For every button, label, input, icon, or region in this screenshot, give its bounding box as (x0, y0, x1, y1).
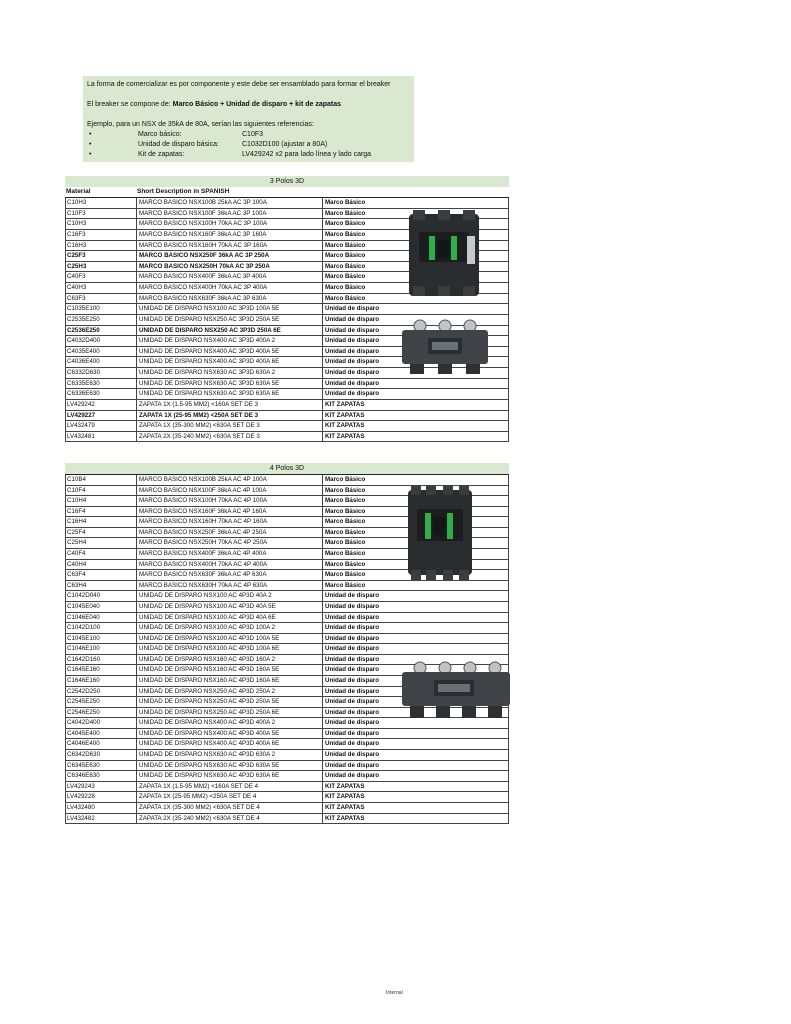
material-cell: C2546E250 (67, 708, 100, 716)
material-cell: C6346E630 (67, 772, 100, 780)
intro-bullet (87, 140, 410, 150)
type-cell: Unidad de disparo (322, 761, 511, 771)
material-cell: C10H3 (67, 220, 87, 228)
type-cell: Unidad de disparo (322, 644, 511, 654)
description-cell: UNIDAD DE DISPARO NSX100 AC 4P3D 40A 5E (136, 602, 323, 612)
type-cell: KIT ZAPATAS (322, 814, 511, 824)
material-cell: C1642D160 (67, 655, 101, 663)
description-cell: UNIDAD DE DISPARO NSX400 AC 3P3D 400A 2 (136, 336, 323, 346)
material-cell: C10H3 (67, 199, 87, 206)
table-row (65, 750, 509, 761)
table-row (65, 421, 509, 432)
description-cell: UNIDAD DE DISPARO NSX160 AC 4P3D 160A 5E (136, 665, 323, 675)
bullet-label: Kit de zapatas: (138, 151, 185, 158)
description-cell: UNIDAD DE DISPARO NSX630 AC 4P3D 630A 2 (136, 750, 323, 760)
material-cell: C1042D100 (67, 624, 101, 632)
type-cell: Marco Básico (322, 486, 511, 496)
description-cell: UNIDAD DE DISPARO NSX400 AC 4P3D 400A 6E (136, 739, 323, 749)
material-cell: LV429227 (67, 411, 96, 419)
description-cell: ZAPATA 1X (25-95 MM2) <250A SET DE 3 (136, 411, 323, 421)
material-cell: LV429243 (67, 782, 95, 790)
description-cell: MARCO BASICO NSX160F 36kA AC 4P 160A (136, 507, 323, 517)
type-cell: Unidad de disparo (322, 623, 511, 633)
description-cell: UNIDAD DE DISPARO NSX100 AC 3P3D 100A 5E (136, 304, 323, 314)
description-cell: UNIDAD DE DISPARO NSX250 AC 4P3D 250A 2 (136, 687, 323, 697)
material-cell: LV432480 (67, 803, 95, 811)
description-cell: UNIDAD DE DISPARO NSX630 AC 4P3D 630A 6E (136, 771, 323, 781)
bullet-dot: • (89, 141, 92, 148)
material-cell: C10F4 (67, 486, 86, 494)
description-cell: UNIDAD DE DISPARO NSX400 AC 3P3D 400A 6E (136, 357, 323, 367)
type-cell: Unidad de disparo (322, 739, 511, 749)
material-cell: C4046E400 (67, 740, 100, 748)
col-description: Short Description in SPANISH (137, 188, 230, 195)
description-cell: ZAPATA 1X (35-300 MM2) <630A SET DE 3 (136, 421, 323, 431)
type-cell: Marco Básico (322, 549, 511, 559)
type-cell: Marco Básico (322, 230, 511, 240)
material-cell: C25H4 (67, 539, 87, 547)
description-cell: MARCO BASICO NSX630H 70kA AC 4P 630A (136, 581, 323, 591)
material-cell: C4035E400 (67, 347, 100, 355)
type-cell: KIT ZAPATAS (322, 432, 511, 442)
material-cell: C10H4 (67, 497, 87, 505)
type-cell: Unidad de disparo (322, 304, 511, 314)
type-cell: Marco Básico (322, 570, 511, 580)
bullet-dot: • (89, 131, 92, 138)
type-cell: Marco Básico (322, 283, 511, 293)
material-cell: C63F4 (67, 571, 86, 579)
table-row (65, 644, 509, 655)
material-cell: C25F3 (67, 252, 86, 260)
material-cell: C16F3 (67, 230, 86, 238)
description-cell: MARCO BASICO NSX250F 36kA AC 3P 250A (136, 251, 323, 261)
description-cell: ZAPATA 2X (35-240 MM2) <630A SET DE 3 (136, 432, 323, 442)
trip-unit-3p-image (400, 318, 490, 374)
material-cell: C40F4 (67, 550, 86, 558)
description-cell: MARCO BASICO NSX400F 36kA AC 4P 400A (136, 549, 323, 559)
type-cell: Unidad de disparo (322, 315, 511, 325)
type-cell: Unidad de disparo (322, 697, 511, 707)
type-cell: Unidad de disparo (322, 389, 511, 399)
description-cell: UNIDAD DE DISPARO NSX250 AC 3P3D 250A 5E (136, 315, 323, 325)
material-cell: C16F4 (67, 507, 86, 515)
material-cell: LV432479 (67, 422, 95, 430)
material-cell: C4045E400 (67, 729, 100, 737)
table-row (65, 591, 509, 602)
bullet-value: C1032D100 (ajustar a 80A) (242, 141, 328, 148)
description-cell: ZAPATA 1X (35-300 MM2) <630A SET DE 4 (136, 803, 323, 813)
type-cell: Unidad de disparo (322, 591, 511, 601)
description-cell: MARCO BASICO NSX400H 70kA AC 4P 400A (136, 560, 323, 570)
table-row (65, 432, 509, 443)
material-cell: C2536E250 (67, 326, 100, 334)
description-cell: ZAPATA 2X (35-240 MM2) <630A SET DE 4 (136, 814, 323, 824)
description-cell: MARCO BASICO NSX160F 36kA AC 3P 160A (136, 230, 323, 240)
description-cell: MARCO BASICO NSX630F 36kA AC 4P 630A (136, 570, 323, 580)
table-row (65, 602, 509, 613)
intro-line-3: Ejemplo, para un NSX de 35kA de 80A, serían las siguientes referencias: (87, 121, 314, 128)
table-row (65, 379, 509, 390)
trip-unit-4p-image (400, 660, 512, 718)
intro-bullet (87, 150, 410, 160)
intro-line-1: La forma de comercializar es por componente y este debe ser ensamblado para formar el breaker (87, 81, 391, 88)
type-cell: KIT ZAPATAS (322, 792, 511, 802)
type-cell: Marco Básico (322, 294, 511, 304)
material-cell: C1035E100 (67, 305, 100, 313)
type-cell: Marco Básico (322, 475, 511, 485)
description-cell: UNIDAD DE DISPARO NSX400 AC 4P3D 400A 5E (136, 729, 323, 739)
material-cell: C4036E400 (67, 358, 100, 366)
material-cell: C1646E160 (67, 676, 100, 684)
description-cell: ZAPATA 1X (1.5-95 MM2) <160A SET DE 3 (136, 400, 323, 410)
material-cell: C40H3 (67, 284, 87, 291)
material-cell: C40H4 (67, 560, 87, 568)
description-cell: ZAPATA 1X (25-95 MM2) <250A SET DE 4 (136, 792, 323, 802)
table-row (65, 623, 509, 634)
type-cell: Unidad de disparo (322, 729, 511, 739)
description-cell: UNIDAD DE DISPARO NSX630 AC 3P3D 630A 5E (136, 379, 323, 389)
bullet-label: Marco básico: (138, 131, 182, 138)
description-cell: MARCO BASICO NSX160H 70kA AC 3P 160A (136, 241, 323, 251)
material-cell: C1046E040 (67, 613, 100, 621)
description-cell: UNIDAD DE DISPARO NSX100 AC 4P3D 100A 5E (136, 634, 323, 644)
table-row (65, 782, 509, 793)
type-cell: Unidad de disparo (322, 708, 511, 718)
material-cell: C16H3 (67, 241, 87, 249)
table-row (65, 792, 509, 803)
description-cell: UNIDAD DE DISPARO NSX160 AC 4P3D 160A 2 (136, 655, 323, 665)
material-cell: C63H4 (67, 581, 87, 589)
intro-bullet (87, 130, 410, 140)
type-cell: Unidad de disparo (322, 347, 511, 357)
description-cell: UNIDAD DE DISPARO NSX400 AC 4P3D 400A 2 (136, 718, 323, 728)
table-row (65, 814, 509, 825)
table-row (65, 198, 509, 209)
description-cell: MARCO BASICO NSX100B 25kA AC 3P 100A (136, 198, 323, 208)
material-cell: C2535E250 (67, 315, 100, 323)
bullet-dot: • (89, 151, 92, 158)
type-cell: Unidad de disparo (322, 665, 511, 675)
description-cell: UNIDAD DE DISPARO NSX630 AC 3P3D 630A 2 (136, 368, 323, 378)
material-cell: C10B4 (67, 476, 86, 483)
type-cell: Marco Básico (322, 560, 511, 570)
description-cell: UNIDAD DE DISPARO NSX400 AC 3P3D 400A 5E (136, 347, 323, 357)
type-cell: Unidad de disparo (322, 368, 511, 378)
type-cell: Marco Básico (322, 507, 511, 517)
material-cell: LV429242 (67, 400, 95, 408)
material-cell: C1046E100 (67, 645, 100, 653)
material-cell: C25F4 (67, 528, 86, 536)
type-cell: Unidad de disparo (322, 676, 511, 686)
description-cell: MARCO BASICO NSX100H 70kA AC 4P 100A (136, 496, 323, 506)
breaker-3p-image (405, 210, 483, 298)
type-cell: Unidad de disparo (322, 613, 511, 623)
material-cell: C1042D040 (67, 592, 101, 600)
type-cell: Unidad de disparo (322, 336, 511, 346)
description-cell: UNIDAD DE DISPARO NSX100 AC 4P3D 100A 6E (136, 644, 323, 654)
breaker-4p-image (405, 485, 475, 580)
table-row (65, 634, 509, 645)
type-cell: Unidad de disparo (322, 357, 511, 367)
description-cell: MARCO BASICO NSX250H 70kA AC 4P 250A (136, 538, 323, 548)
bullet-label: Unidad de disparo básica: (138, 141, 219, 148)
description-cell: MARCO BASICO NSX630F 36kA AC 3P 630A (136, 294, 323, 304)
material-cell: LV432482 (67, 814, 95, 822)
material-cell: C16H4 (67, 518, 87, 526)
intro-box (83, 76, 414, 162)
material-cell: C4042D400 (67, 719, 101, 727)
intro-line-2-prefix: El breaker se compone de: (87, 101, 173, 108)
material-cell: C6345E630 (67, 761, 100, 769)
type-cell: Unidad de disparo (322, 687, 511, 697)
type-cell: KIT ZAPATAS (322, 421, 511, 431)
table-row (65, 475, 509, 486)
intro-line-2 (87, 100, 410, 110)
description-cell: UNIDAD DE DISPARO NSX100 AC 4P3D 40A 6E (136, 613, 323, 623)
material-cell: C1645E160 (67, 666, 100, 674)
type-cell: KIT ZAPATAS (322, 400, 511, 410)
table-row (65, 803, 509, 814)
material-cell: C4032D400 (67, 337, 101, 345)
type-cell: Marco Básico (322, 209, 511, 219)
type-cell: Marco Básico (322, 496, 511, 506)
description-cell: UNIDAD DE DISPARO NSX160 AC 4P3D 160A 6E (136, 676, 323, 686)
type-cell: Marco Básico (322, 219, 511, 229)
intro-line-2-bold: Marco Básico + Unidad de disparo + kit de zapatas (172, 101, 342, 108)
type-cell: Marco Básico (322, 517, 511, 527)
table-row (65, 400, 509, 411)
section-4-polos-header: 4 Polos 3D (65, 463, 509, 474)
material-cell: LV432481 (67, 432, 95, 440)
material-cell: C25H3 (67, 262, 87, 270)
column-headers (65, 187, 509, 197)
section-3-polos-header: 3 Polos 3D (65, 176, 509, 187)
table-row (65, 581, 509, 592)
table-row (65, 729, 509, 740)
type-cell: Marco Básico (322, 262, 511, 272)
description-cell: MARCO BASICO NSX100H 70kA AC 3P 100A (136, 219, 323, 229)
description-cell: MARCO BASICO NSX160H 70kA AC 4P 160A (136, 517, 323, 527)
material-cell: C6342D630 (67, 751, 101, 759)
description-cell: MARCO BASICO NSX100B 25kA AC 4P 100A (136, 475, 323, 485)
table-row (65, 761, 509, 772)
footer-label: Internal (386, 990, 403, 996)
description-cell: UNIDAD DE DISPARO NSX100 AC 4P3D 40A 2 (136, 591, 323, 601)
material-cell: C2545E250 (67, 698, 100, 706)
type-cell: Unidad de disparo (322, 718, 511, 728)
description-cell: UNIDAD DE DISPARO NSX250 AC 4P3D 250A 5E (136, 697, 323, 707)
description-cell: MARCO BASICO NSX250F 36kA AC 4P 250A (136, 528, 323, 538)
type-cell: Unidad de disparo (322, 602, 511, 612)
type-cell: Marco Básico (322, 528, 511, 538)
table-row (65, 771, 509, 782)
material-cell: LV429228 (67, 793, 95, 801)
description-cell: UNIDAD DE DISPARO NSX250 AC 4P3D 250A 6E (136, 708, 323, 718)
description-cell: MARCO BASICO NSX100F 36kA AC 3P 100A (136, 209, 323, 219)
bullet-value: C10F3 (242, 131, 264, 138)
table-row (65, 389, 509, 400)
col-material: Material (66, 188, 91, 195)
type-cell: Marco Básico (322, 272, 511, 282)
material-cell: C1045E100 (67, 634, 100, 642)
type-cell: KIT ZAPATAS (322, 411, 511, 421)
type-cell: Unidad de disparo (322, 771, 511, 781)
table-row (65, 304, 509, 315)
description-cell: MARCO BASICO NSX400H 70kA AC 3P 400A (136, 283, 323, 293)
type-cell: Marco Básico (322, 241, 511, 251)
description-cell: UNIDAD DE DISPARO NSX250 AC 3P3D 250A 6E (136, 326, 323, 336)
material-cell: C6332D630 (67, 369, 101, 376)
table-row (65, 739, 509, 750)
bullet-value: LV429242 x2 para lado línea y lado carga (242, 151, 372, 158)
material-cell: C40F3 (67, 273, 86, 281)
type-cell: Unidad de disparo (322, 379, 511, 389)
table-row (65, 718, 509, 729)
type-cell: Marco Básico (322, 581, 511, 591)
description-cell: UNIDAD DE DISPARO NSX630 AC 3P3D 630A 6E (136, 389, 323, 399)
type-cell: Unidad de disparo (322, 326, 511, 336)
description-cell: MARCO BASICO NSX400F 36kA AC 3P 400A (136, 272, 323, 282)
description-cell: ZAPATA 1X (1.5-95 MM2) <160A SET DE 4 (136, 782, 323, 792)
description-cell: UNIDAD DE DISPARO NSX100 AC 4P3D 100A 2 (136, 623, 323, 633)
type-cell: Unidad de disparo (322, 750, 511, 760)
material-cell: C6335E630 (67, 379, 100, 387)
table-row (65, 411, 509, 422)
material-cell: C63F3 (67, 294, 86, 302)
material-cell: C10F3 (67, 209, 86, 217)
description-cell: MARCO BASICO NSX100F 36kA AC 4P 100A (136, 486, 323, 496)
table-row (65, 613, 509, 624)
type-cell: Marco Básico (322, 198, 511, 208)
type-cell: Marco Básico (322, 251, 511, 261)
material-cell: C2542D250 (67, 687, 101, 695)
material-cell: C6336E630 (67, 390, 100, 398)
description-cell: UNIDAD DE DISPARO NSX630 AC 4P3D 630A 5E (136, 761, 323, 771)
description-cell: MARCO BASICO NSX250H 70kA AC 3P 250A (136, 262, 323, 272)
type-cell: Marco Básico (322, 538, 511, 548)
type-cell: Unidad de disparo (322, 655, 511, 665)
type-cell: Unidad de disparo (322, 634, 511, 644)
type-cell: KIT ZAPATAS (322, 782, 511, 792)
material-cell: C1045E040 (67, 602, 100, 610)
type-cell: KIT ZAPATAS (322, 803, 511, 813)
